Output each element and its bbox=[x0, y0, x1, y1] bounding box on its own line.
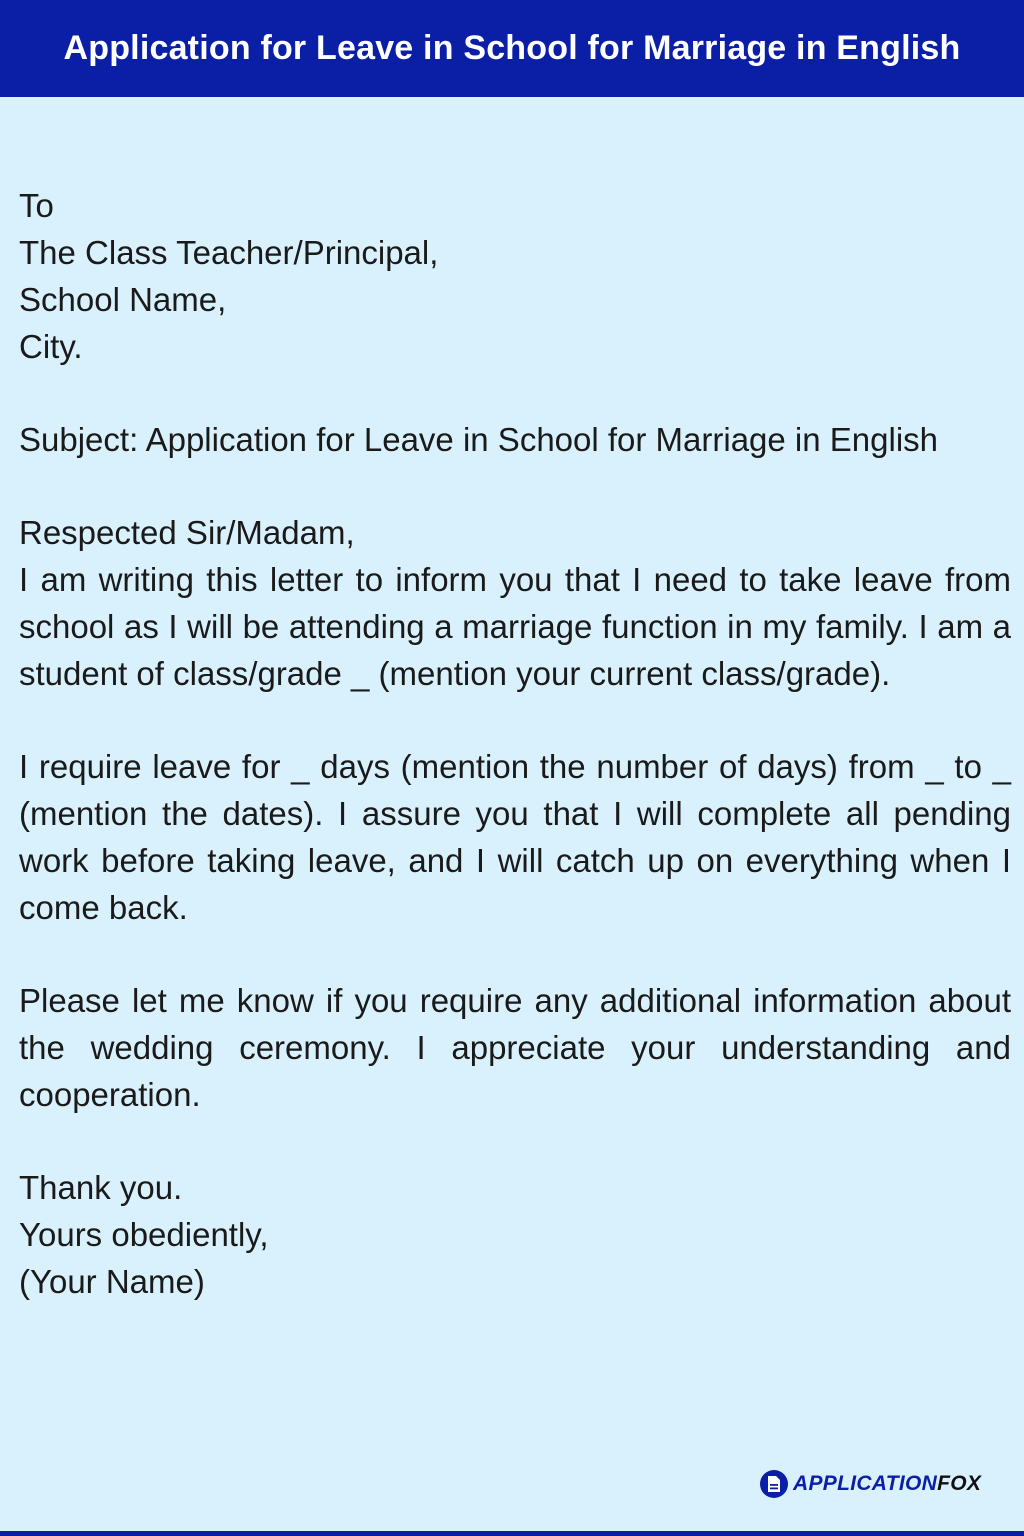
address-line: City. bbox=[19, 328, 83, 365]
paragraph-intro: I am writing this letter to inform you that I need to take leave from school as I will be attending a marriage function in my family. I am a student of class/grade _ (mention your current class/grade). bbox=[19, 561, 1011, 692]
document-icon bbox=[760, 1470, 788, 1498]
closing-line: Yours obediently, bbox=[19, 1216, 269, 1253]
paragraph-request: Please let me know if you require any additional information about the wedding ceremony. I appreciate your understanding and cooperation. bbox=[19, 982, 1011, 1113]
closing-line: Thank you. bbox=[19, 1169, 183, 1206]
salutation: Respected Sir/Madam, bbox=[19, 514, 355, 551]
address-line: To bbox=[19, 187, 54, 224]
page-header bbox=[0, 0, 1024, 97]
address-line: School Name, bbox=[19, 281, 227, 318]
recipient-address bbox=[19, 182, 1011, 370]
paragraph-leave-details: I require leave for _ days (mention the number of days) from _ to _ (mention the dates). I assure you that I will complete all pending work before taking leave, and I will catch up on everything when I come back. bbox=[19, 748, 1011, 926]
applicationfox-logo bbox=[760, 1470, 981, 1498]
page-title: Application for Leave in School for Marriage in English bbox=[63, 29, 961, 67]
subject-line: Subject: Application for Leave in School for Marriage in English bbox=[19, 421, 939, 458]
signature: (Your Name) bbox=[19, 1263, 205, 1300]
logo-text-application: APPLICATION bbox=[793, 1472, 938, 1495]
address-line: The Class Teacher/Principal, bbox=[19, 234, 439, 271]
closing bbox=[19, 1164, 1011, 1305]
bottom-divider bbox=[0, 1531, 1024, 1536]
logo-text-fox: FOX bbox=[937, 1472, 982, 1495]
letter-body bbox=[19, 182, 1011, 1351]
